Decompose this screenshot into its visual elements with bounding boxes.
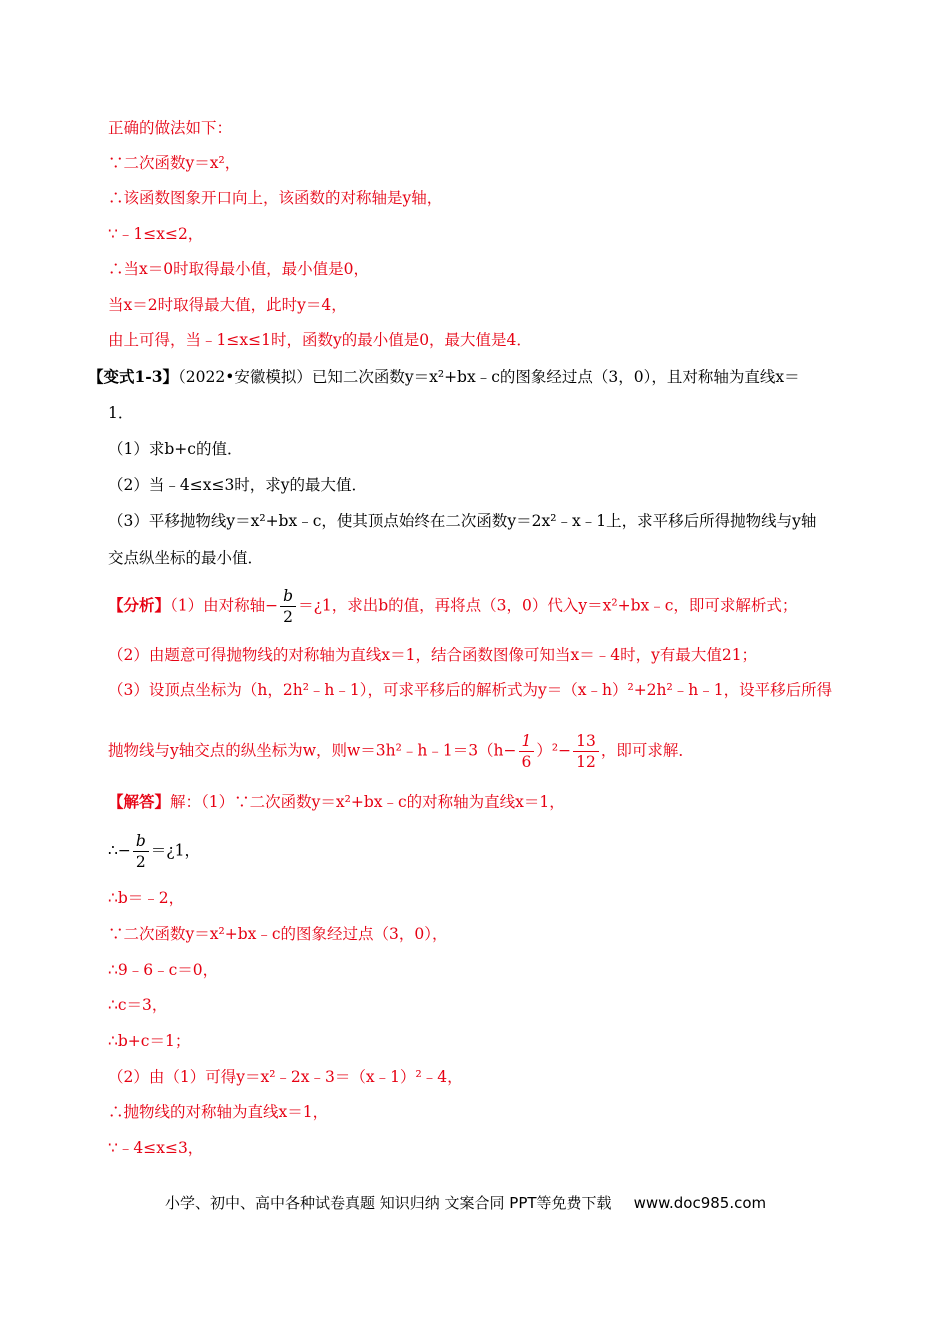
- prev-line-4: ∵﹣1≤x≤2，: [108, 225, 204, 243]
- analysis-p1-post: ＝¿1，求出b的值，再将点（3，0）代入y＝x²+bx﹣c，即可求解析式；: [298, 596, 798, 615]
- question-3-line-1: （3）平移抛物线y＝x²+bx﹣c，使其顶点始终在二次函数y＝2x²﹣x﹣1上，求平移后所得抛物线与y轴: [108, 512, 817, 530]
- prev-line-5: ∴当x＝0时取得最小值，最小值是0，: [108, 260, 369, 278]
- analysis-p4-pre: 抛物线与y轴交点的纵坐标为w，则w＝3h²﹣h﹣1＝3（h−: [108, 741, 517, 760]
- answer-a2-pre: ∴−: [108, 841, 131, 860]
- fraction-1-over-6: [519, 731, 535, 772]
- fraction-denominator: 2: [135, 853, 146, 871]
- analysis-line-3: （3）设顶点坐标为（h，2h²﹣h﹣1），可求平移后的解析式为y＝（x﹣h）²+2h²﹣h﹣1，设平移后所得: [108, 681, 833, 699]
- prev-line-1: 正确的做法如下：: [108, 119, 233, 137]
- problem-stem-line-2: 1．: [108, 404, 134, 422]
- problem-stem-1: （2022•安徽模拟）已知二次函数y＝x²+bx﹣c的图象经过点（3，0），且对称轴为直线x＝: [178, 368, 800, 386]
- answer-line-1: [108, 792, 565, 812]
- question-2: （2）当﹣4≤x≤3时，求y的最大值．: [108, 476, 368, 494]
- answer-line-10: ∵﹣4≤x≤3，: [108, 1139, 204, 1157]
- answer-line-4: ∵二次函数y＝x²+bx﹣c的图象经过点（3，0），: [108, 925, 448, 943]
- answer-line-9: ∴抛物线的对称轴为直线x＝1，: [108, 1103, 329, 1121]
- fraction-denominator: 6: [521, 753, 532, 771]
- prev-line-2: ∵二次函数y＝x²，: [108, 154, 241, 172]
- problem-tag: 【变式1-3】: [88, 367, 179, 386]
- prev-line-6: 当x＝2时取得最大值，此时y＝4，: [108, 296, 347, 314]
- analysis-p1-pre: （1）由对称轴−: [170, 596, 279, 615]
- fraction-b-over-2: [280, 586, 296, 627]
- analysis-p4-post: ，即可求解．: [600, 741, 694, 760]
- footer-url[interactable]: www.doc985.com: [633, 1194, 767, 1212]
- page-footer: [165, 1192, 766, 1213]
- answer-line-3: ∴b＝﹣2，: [108, 889, 185, 907]
- answer-a1: 解：（1）∵二次函数y＝x²+bx﹣c的对称轴为直线x＝1，: [170, 793, 565, 811]
- prev-line-7: 由上可得，当﹣1≤x≤1时，函数y的最小值是0，最大值是4．: [108, 331, 532, 349]
- fraction-denominator: 12: [576, 753, 596, 771]
- fraction-b-over-2-answer: [133, 831, 149, 872]
- analysis-line-4: [108, 731, 694, 772]
- answer-line-2: [108, 831, 200, 872]
- analysis-tag: 【分析】: [108, 595, 171, 615]
- fraction-numerator: 1: [519, 731, 535, 752]
- analysis-p4-mid: ）²−: [536, 741, 572, 760]
- answer-line-8: （2）由（1）可得y＝x²﹣2x﹣3＝（x﹣1）²﹣4，: [108, 1068, 463, 1086]
- question-3-line-2: 交点纵坐标的最小值．: [108, 549, 264, 567]
- fraction-numerator: b: [133, 831, 149, 852]
- analysis-line-1: [108, 586, 797, 627]
- analysis-line-2: （2）由题意可得抛物线的对称轴为直线x＝1，结合函数图像可知当x＝﹣4时，y有最大值21；: [108, 646, 758, 664]
- prev-line-3: ∴该函数图象开口向上，该函数的对称轴是y轴，: [108, 189, 443, 207]
- problem-stem-line-1: [88, 367, 800, 387]
- answer-a2-post: ＝¿1，: [150, 841, 200, 860]
- fraction-numerator: 13: [573, 731, 599, 752]
- fraction-13-over-12: [573, 731, 599, 772]
- question-1: （1）求b+c的值．: [108, 440, 243, 458]
- fraction-denominator: 2: [283, 608, 294, 626]
- footer-text: 小学、初中、高中各种试卷真题 知识归纳 文案合同 PPT等免费下载: [165, 1194, 612, 1212]
- answer-line-7: ∴b+c＝1；: [108, 1032, 191, 1050]
- answer-line-5: ∴9﹣6﹣c＝0，: [108, 961, 219, 979]
- answer-tag: 【解答】: [108, 792, 171, 811]
- fraction-numerator: b: [280, 586, 296, 607]
- answer-line-6: ∴c＝3，: [108, 996, 168, 1014]
